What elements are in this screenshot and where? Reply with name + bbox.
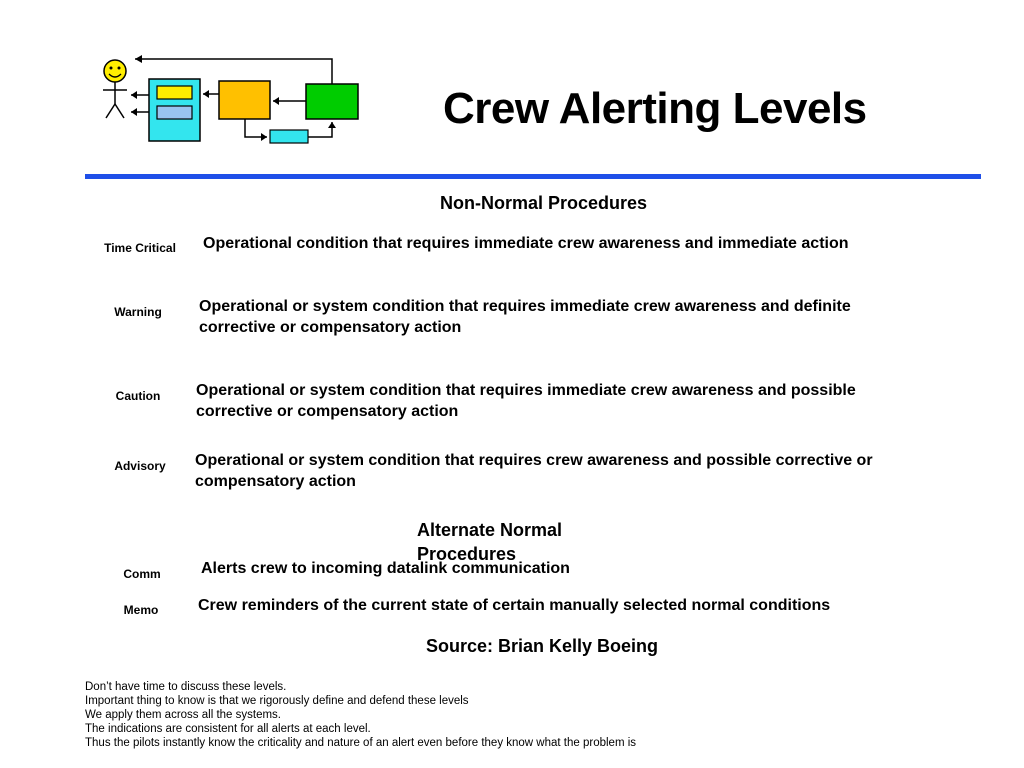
- crew-system-diagram: [95, 50, 370, 150]
- section-heading-line: Alternate Normal: [417, 520, 563, 540]
- level-label-caution: Caution: [115, 389, 161, 403]
- sensor-box: [306, 84, 358, 119]
- level-description-memo: Crew reminders of the current state of certain manually selected normal conditions: [198, 597, 831, 614]
- note-line: Don’t have time to discuss these levels.: [85, 681, 287, 693]
- level-description-comm: Alerts crew to incoming datalink communication: [201, 560, 570, 577]
- title-divider: [85, 174, 981, 179]
- note-line: We apply them across all the systems.: [85, 709, 281, 721]
- speaker-notes: [85, 680, 636, 750]
- level-description-line: Operational or system condition that requires immediate crew awareness and definite: [199, 298, 851, 315]
- level-description-line: Operational or system condition that requires crew awareness and possible corrective or: [195, 452, 873, 469]
- input-box: [270, 130, 308, 143]
- note-line: Thus the pilots instantly know the criticality and nature of an alert even before they know what the problem is: [85, 737, 637, 749]
- display-blue-panel: [157, 106, 192, 119]
- smiley-pilot-icon: [103, 60, 127, 118]
- level-description-line: corrective or compensatory action: [199, 319, 462, 336]
- level-label-comm: Comm: [123, 567, 161, 581]
- level-description-warning: [199, 296, 851, 338]
- level-description-line: Operational or system condition that requires immediate crew awareness and possible: [196, 382, 856, 399]
- display-yellow-panel: [157, 86, 192, 99]
- level-label-advisory: Advisory: [114, 459, 166, 473]
- level-description-advisory: [195, 450, 873, 492]
- level-label-warning: Warning: [114, 305, 162, 319]
- level-description-time-critical: Operational condition that requires immediate crew awareness and immediate action: [203, 235, 849, 252]
- section-heading-line: Procedures: [417, 544, 517, 564]
- level-description-line: compensatory action: [195, 473, 356, 490]
- level-description-line: corrective or compensatory action: [196, 403, 459, 420]
- source-credit: Source: Brian Kelly Boeing: [426, 636, 659, 656]
- note-line: The indications are consistent for all alerts at each level.: [85, 723, 371, 735]
- level-label-time-critical: Time Critical: [104, 241, 176, 255]
- page-title: Crew Alerting Levels: [443, 84, 867, 133]
- note-line: Important thing to know is that we rigorously define and defend these levels: [85, 695, 469, 707]
- section-non-normal-heading: Non-Normal Procedures: [440, 193, 648, 213]
- level-label-memo: Memo: [123, 603, 159, 617]
- level-description-caution: [196, 380, 856, 422]
- processor-box: [219, 81, 270, 119]
